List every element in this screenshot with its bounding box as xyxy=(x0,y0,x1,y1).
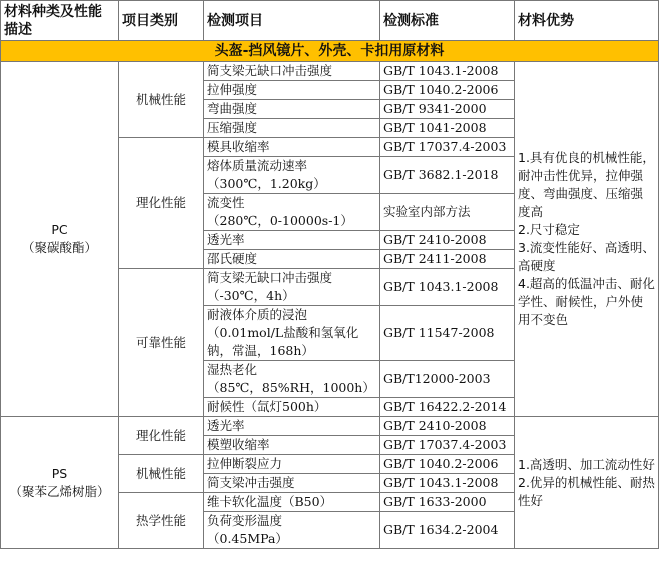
test-item-name: 湿热老化 xyxy=(207,362,258,377)
test-standard: 实验室内部方法 xyxy=(380,194,515,231)
test-standard: GB/T 1633-2000 xyxy=(380,493,515,512)
test-item-name: 耐液体介质的浸泡 xyxy=(207,307,308,322)
material-name: PS xyxy=(51,465,68,481)
header-test-item: 检测项目 xyxy=(204,1,380,41)
test-item: 拉伸断裂应力 xyxy=(204,455,380,474)
advantage-item: 1.具有优良的机械性能，耐冲击性优异，拉伸强度、弯曲强度、压缩强度高 xyxy=(518,150,655,219)
advantages-ps xyxy=(515,417,659,549)
test-standard: GB/T 1043.1-2008 xyxy=(380,474,515,493)
header-category: 项目类别 xyxy=(119,1,204,41)
test-item xyxy=(204,157,380,194)
test-item-condition: （-30℃，4h） xyxy=(207,288,295,303)
category-thermal: 热学性能 xyxy=(119,493,204,549)
test-standard: GB/T12000-2003 xyxy=(380,361,515,398)
test-item-name: 流变性 xyxy=(207,195,245,210)
material-name: PC xyxy=(51,222,68,237)
category-physchem: 理化性能 xyxy=(119,138,204,269)
advantage-item: 3.流变性能好、高透明、高硬度 xyxy=(518,240,655,273)
test-standard: GB/T 17037.4-2003 xyxy=(380,138,515,157)
test-item-name: 熔体质量流动速率 xyxy=(207,158,308,173)
test-item xyxy=(204,306,380,361)
category-reliability: 可靠性能 xyxy=(119,269,204,417)
advantage-item: 1.高透明、加工流动性好 xyxy=(518,456,655,472)
category-mechanical: 机械性能 xyxy=(119,455,204,493)
test-item-condition: （0.45MPa） xyxy=(207,531,288,546)
advantage-item: 2.优异的机械性能、耐热性好 xyxy=(518,474,655,508)
test-item xyxy=(204,361,380,398)
material-name-cn: （聚苯乙烯树脂） xyxy=(9,483,110,499)
header-row xyxy=(1,1,659,41)
test-item: 耐候性（氙灯500h） xyxy=(204,398,380,417)
table-row xyxy=(1,62,659,81)
test-item: 简支梁冲击强度 xyxy=(204,474,380,493)
test-standard: GB/T 1043.1-2008 xyxy=(380,62,515,81)
test-item-name: 简支梁无缺口冲击强度 xyxy=(207,270,333,285)
test-standard: GB/T 9341-2000 xyxy=(380,100,515,119)
material-pc xyxy=(1,62,119,417)
test-standard: GB/T 2410-2008 xyxy=(380,417,515,436)
test-item-condition: （280℃，0-10000s-1） xyxy=(207,213,353,228)
advantage-item: 4.超高的低温冲击、耐化学性、耐候性，户外使用不变色 xyxy=(518,276,655,327)
test-item xyxy=(204,512,380,549)
test-item: 透光率 xyxy=(204,417,380,436)
test-item xyxy=(204,269,380,306)
test-item-condition: （85℃，85%RH，1000h） xyxy=(207,380,375,395)
category-mechanical: 机械性能 xyxy=(119,62,204,138)
test-item-condition: （0.01mol/L盐酸和氢氧化钠，常温，168h） xyxy=(207,325,359,358)
test-item: 模具收缩率 xyxy=(204,138,380,157)
test-standard: GB/T 1634.2-2004 xyxy=(380,512,515,549)
test-item: 压缩强度 xyxy=(204,119,380,138)
test-item xyxy=(204,194,380,231)
header-advantage: 材料优势 xyxy=(515,1,659,41)
test-item: 邵氏硬度 xyxy=(204,250,380,269)
test-standard: GB/T 1043.1-2008 xyxy=(380,269,515,306)
test-item: 拉伸强度 xyxy=(204,81,380,100)
test-item: 模塑收缩率 xyxy=(204,436,380,455)
material-ps xyxy=(1,417,119,549)
category-physchem: 理化性能 xyxy=(119,417,204,455)
test-standard: GB/T 1041-2008 xyxy=(380,119,515,138)
test-standard: GB/T 16422.2-2014 xyxy=(380,398,515,417)
test-standard: GB/T 11547-2008 xyxy=(380,306,515,361)
test-item: 弯曲强度 xyxy=(204,100,380,119)
table-row xyxy=(1,417,659,436)
test-item: 维卡软化温度（B50） xyxy=(204,493,380,512)
advantage-item: 2.尺寸稳定 xyxy=(518,222,580,237)
test-standard: GB/T 17037.4-2003 xyxy=(380,436,515,455)
test-standard: GB/T 2410-2008 xyxy=(380,231,515,250)
test-item: 透光率 xyxy=(204,231,380,250)
test-item-condition: （300℃，1.20kg） xyxy=(207,176,326,191)
section-title: 头盔-挡风镜片、外壳、卡扣用原材料 xyxy=(1,41,659,62)
test-standard: GB/T 3682.1-2018 xyxy=(380,157,515,194)
test-standard: GB/T 2411-2008 xyxy=(380,250,515,269)
section-row xyxy=(1,41,659,62)
test-item: 简支梁无缺口冲击强度 xyxy=(204,62,380,81)
material-name-cn: （聚碳酸酯） xyxy=(21,240,97,255)
test-item-name: 负荷变形温度 xyxy=(207,513,283,528)
header-material: 材料种类及性能描述 xyxy=(1,1,119,41)
advantages-pc xyxy=(515,62,659,417)
test-standard: GB/T 1040.2-2006 xyxy=(380,81,515,100)
header-standard: 检测标准 xyxy=(380,1,515,41)
test-standard: GB/T 1040.2-2006 xyxy=(380,455,515,474)
